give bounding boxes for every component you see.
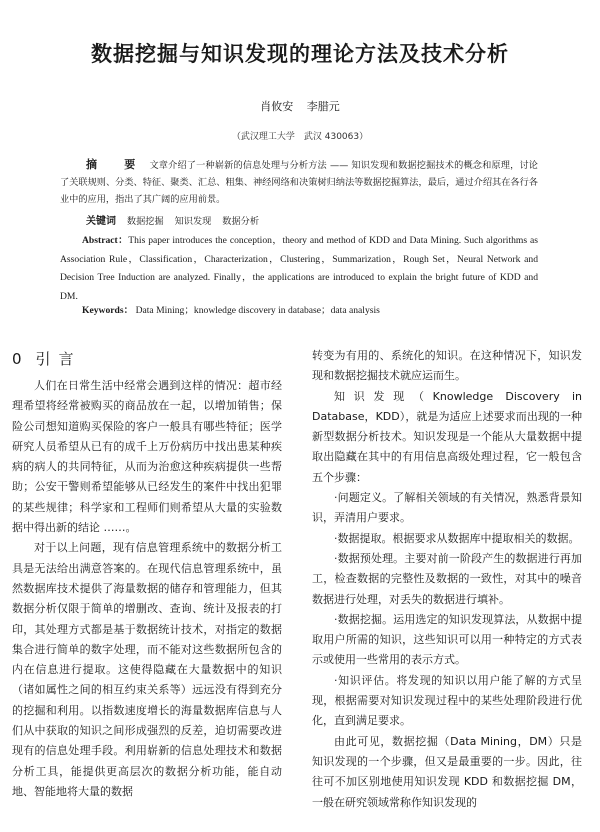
author-name: 李腊元 <box>306 100 340 113</box>
paragraph: 人们在日常生活中经常会遇到这样的情况：超市经理希望将经常被购买的商品放在一起，以增加销售；保险公司想知道购买保险的客户一般具有哪些特征；医学研究人员希望从已有的成千上万份病历中找出患某种疾病的病人的共同特征，从而为治愈这种疾病提供一些帮助；公安干警则希望能够从已经发生的案件中找出犯罪的某些规律；科学家和工程师们则希望从大量的实验数据中得出新的结论 ……。 <box>12 379 282 535</box>
keyword: 知识发现 <box>174 216 212 227</box>
abstract-chinese <box>60 156 538 208</box>
keyword: 数据挖掘 <box>126 216 164 227</box>
author-name: 肖攸安 <box>260 100 294 113</box>
bullet-item: ·数据预处理。主要对前一阶段产生的数据进行再加工，检查数据的完整性及数据的一致性，对其中的噪音数据进行处理，对丢失的数据进行填补。 <box>312 551 582 606</box>
abstract-english <box>60 232 538 306</box>
section-number: 0 <box>12 350 22 368</box>
paragraph: 由此可见，数据挖掘（Data Mining，DM）只是知识发现的一个步骤，但又是最重要的一步。因此，往往可不加区别地使用知识发现 KDD 和数据挖掘 DM，一般在研究领域常称作知识发现的 <box>312 734 582 809</box>
section-title: 引言 <box>35 350 82 368</box>
keywords-english <box>60 303 538 319</box>
bullet-item: ·数据挖掘。运用选定的知识发现算法，从数据中提取用户所需的知识，这些知识可以用一种特定的方式表示或使用一些常用的表示方式。 <box>312 612 582 667</box>
keywords-en-label: Keywords： <box>82 305 134 316</box>
abstract-en-label: Abstract： <box>82 235 129 246</box>
abstract-en-text: This paper introduces the conception，theory and method of KDD and Data Mining. Such algorithms as Association Rule，Classification，Characterization，Clustering，Summarization，Rough Set，Neural Network and Decision Tree Induction are analyzed. Finally，the applications are introduced to explain the bright future of KDD and DM. <box>60 235 538 302</box>
bullet-item: ·知识评估。将发现的知识以用户能了解的方式呈现，根据需要对知识发现过程中的某些处理阶段进行优化，直到满足要求。 <box>312 673 582 728</box>
paragraph: 知识发现（Knowledge Discovery in Database，KDD），就是为适应上述要求而出现的一种新型数据分析技术。知识发现是一个能从大量数据中提取出隐藏在其中的有用信息高级处理过程，它一般包含五个步骤： <box>312 389 582 484</box>
keyword: 数据分析 <box>222 216 260 227</box>
paper-title: 数据挖掘与知识发现的理论方法及技术分析 <box>91 42 509 66</box>
keywords-label: 关键词 <box>86 216 116 227</box>
left-column <box>12 346 282 802</box>
affiliation: （武汉理工大学 武汉 430063） <box>231 132 369 142</box>
bullet-item: ·数据提取。根据要求从数据库中提取相关的数据。 <box>334 531 580 545</box>
authors <box>0 98 600 114</box>
paragraph: 转变为有用的、系统化的知识。在这种情况下，知识发现和数据挖掘技术就应运而生。 <box>312 349 582 383</box>
keywords-chinese <box>60 213 538 230</box>
bullet-item: ·问题定义。了解相关领域的有关情况，熟悉背景知识，弄清用户要求。 <box>312 491 582 525</box>
keywords-en-text: Data Mining；knowledge discovery in database；data analysis <box>135 305 380 316</box>
abstract-text: 文章介绍了一种崭新的信息处理与分析方法 —— 知识发现和数据挖掘技术的概念和原理，讨论了关联规则、分类、特征、聚类、汇总、粗集、神经网络和决策树归纳法等数据挖掘算法，最后，通过介绍其在各行各业中的应用，指出了其广阔的应用前景。 <box>60 160 538 205</box>
right-column <box>312 346 582 813</box>
section-heading <box>12 346 282 372</box>
paragraph: 对于以上问题，现有信息管理系统中的数据分析工具是无法给出满意答案的。在现代信息管理系统中，虽然数据库技术提供了海量数据的储存和管理能力，但其数据分析仅限于简单的增删改、查询、统计及报表的打印，其处理方式都是基于数据统计技术，对指定的数据集合进行简单的数字处理，而不能对这些数据所包含的内在信息进行提取。这使得隐藏在大量数据中的知识（诸如属性之间的相互约束关系等）远远没有得到充分的挖掘和利用。以指数速度增长的海量数据库信息与人们从中获取的知识之间形成强烈的反差，迫切需要改进现有的信息处理手段。利用崭新的信息处理技术和数据分析工具，能提供更高层次的数据分析功能，能自动地、智能地将大量的数据 <box>12 541 282 798</box>
abstract-label: 摘 要 <box>86 158 144 171</box>
